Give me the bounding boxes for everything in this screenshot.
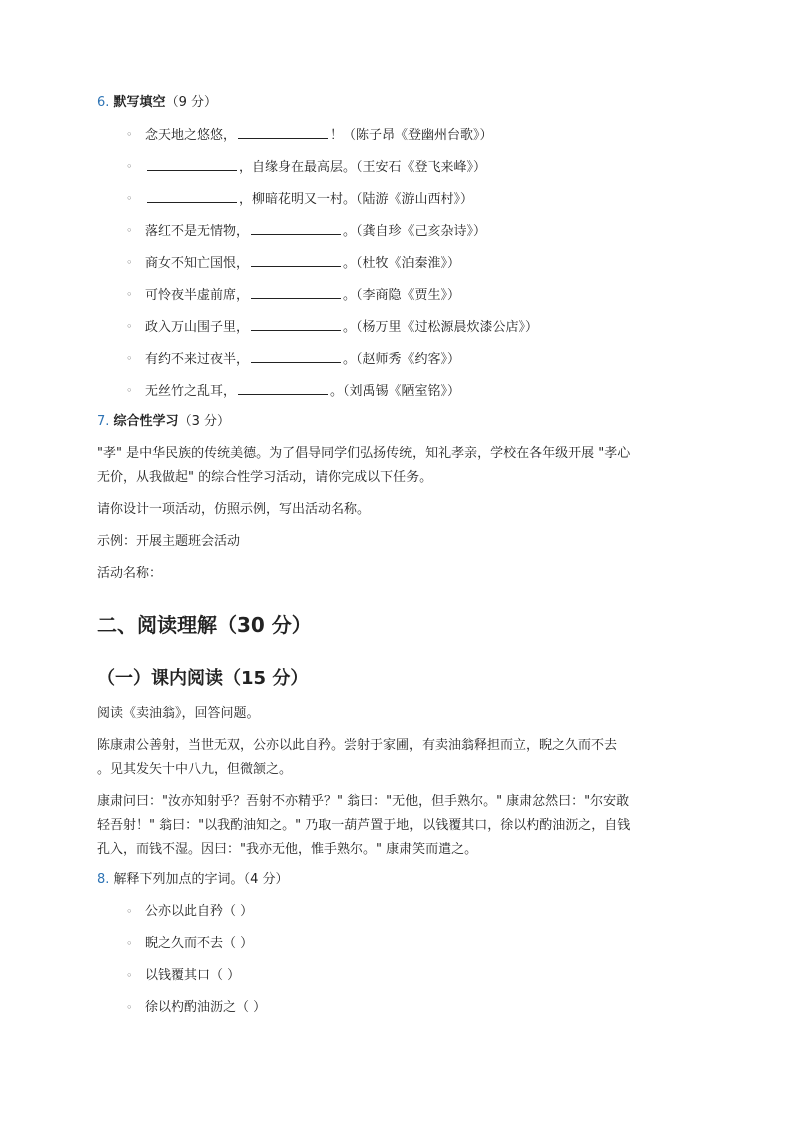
paragraph-line: 康肃问曰："汝亦知射乎？吾射不亦精乎？" 翁曰："无他，但手熟尔。" 康肃忿然曰："尔安敢 — [97, 794, 630, 809]
question-score: （4 分） — [243, 872, 289, 887]
question-7-answer-label: 活动名称： — [97, 566, 163, 581]
item-text-before: 政入万山围子里， — [145, 320, 250, 335]
question-7-paragraph — [97, 442, 697, 490]
item-text-before: 念天地之悠悠， — [145, 128, 237, 143]
paragraph-line: "孝" 是中华民族的传统美德。为了倡导同学们弘扬传统，知礼孝亲，学校在各年级开展 "孝心 — [97, 446, 631, 461]
bullet-icon: ◦ — [126, 320, 133, 333]
item-text-before: 可怜夜半虚前席， — [145, 288, 250, 303]
fill-blank-item — [145, 318, 538, 336]
answer-blank[interactable] — [251, 222, 341, 235]
fill-blank-item — [145, 126, 493, 144]
question-number: 6. — [97, 95, 110, 110]
question-7-example: 示例：开展主题班会活动 — [97, 534, 241, 549]
item-text-after: 。（杨万里《过松源晨炊漆公店》） — [343, 320, 539, 335]
item-text-after: 。（赵师秀《约客》） — [343, 352, 461, 367]
paragraph-line: 轻吾射！" 翁曰："以我酌油知之。" 乃取一葫芦置于地，以钱覆其口，徐以杓酌油沥之，自钱 — [97, 818, 631, 833]
answer-blank[interactable] — [251, 286, 341, 299]
reading-paragraph-2 — [97, 790, 697, 862]
item-text-before: 商女不知亡国恨， — [145, 256, 250, 271]
answer-blank[interactable] — [238, 126, 328, 139]
question-title: 综合性学习 — [113, 414, 179, 429]
fill-blank-item — [145, 350, 460, 368]
question-score: （9 分） — [165, 95, 217, 110]
answer-blank[interactable] — [251, 350, 341, 363]
item-text-before: 无丝竹之乱耳， — [145, 384, 237, 399]
reading-intro: 阅读《卖油翁》，回答问题。 — [97, 706, 260, 721]
fill-blank-item — [145, 254, 460, 272]
question-number: 7. — [97, 414, 110, 429]
reading-paragraph-1 — [97, 734, 697, 782]
answer-blank[interactable] — [238, 382, 328, 395]
paragraph-line: 。见其发矢十中八九，但微颔之。 — [97, 762, 293, 777]
item-text-after: 。（李商隐《贾生》） — [343, 288, 461, 303]
bullet-icon: ◦ — [126, 969, 133, 982]
item-text-before: 落红不是无情物， — [145, 224, 250, 239]
answer-blank[interactable] — [251, 254, 341, 267]
question-7-task: 请你设计一项活动，仿照示例，写出活动名称。 — [97, 502, 371, 517]
fill-blank-item — [145, 190, 473, 208]
bullet-icon: ◦ — [126, 352, 133, 365]
item-text-after: ，柳暗花明又一村。（陆游《游山西村》） — [239, 192, 474, 207]
definition-item: 徐以杓酌油沥之（ ） — [145, 1000, 267, 1015]
question-number: 8. — [97, 872, 110, 887]
fill-blank-item — [145, 286, 460, 304]
definition-item: 以钱覆其口（ ） — [145, 968, 241, 983]
bullet-icon: ◦ — [126, 288, 133, 301]
fill-blank-item — [145, 382, 460, 400]
bullet-icon: ◦ — [126, 256, 133, 269]
bullet-icon: ◦ — [126, 224, 133, 237]
item-text-after: 。（杜牧《泊秦淮》） — [343, 256, 461, 271]
definition-item: 公亦以此自矜（ ） — [145, 904, 254, 919]
subsection-heading: （一）课内阅读（15 分） — [97, 668, 309, 689]
paragraph-line: 陈康肃公善射，当世无双，公亦以此自矜。尝射于家圃，有卖油翁释担而立，睨之久而不去 — [97, 738, 618, 753]
bullet-icon: ◦ — [126, 192, 133, 205]
item-text-after: ，自缘身在最高层。（王安石《登飞来峰》） — [239, 160, 487, 175]
question-title: 解释下列加点的字词。 — [113, 872, 244, 887]
bullet-icon: ◦ — [126, 937, 133, 950]
paragraph-line: 孔入，而钱不湿。因曰："我亦无他，惟手熟尔。" 康肃笑而遣之。 — [97, 842, 478, 857]
item-text-after: 。（刘禹锡《陋室铭》） — [330, 384, 461, 399]
question-score: （3 分） — [178, 414, 230, 429]
paragraph-line: 无价，从我做起" 的综合性学习活动，请你完成以下任务。 — [97, 470, 433, 485]
question-title: 默写填空 — [113, 95, 166, 110]
bullet-icon: ◦ — [126, 384, 133, 397]
question-8-heading — [97, 871, 288, 889]
item-text-after: ！（陈子昂《登幽州台歌》） — [330, 128, 493, 143]
definition-item: 睨之久而不去（ ） — [145, 936, 254, 951]
bullet-icon: ◦ — [126, 905, 133, 918]
section-heading: 二、阅读理解（30 分） — [97, 613, 312, 637]
bullet-icon: ◦ — [126, 160, 133, 173]
answer-blank[interactable] — [147, 158, 237, 171]
fill-blank-item — [145, 222, 486, 240]
item-text-after: 。（龚自珍《己亥杂诗》） — [343, 224, 487, 239]
item-text-before: 有约不来过夜半， — [145, 352, 250, 367]
answer-blank[interactable] — [147, 190, 237, 203]
answer-blank[interactable] — [251, 318, 341, 331]
question-6-heading — [97, 94, 217, 112]
bullet-icon: ◦ — [126, 1001, 133, 1014]
bullet-icon: ◦ — [126, 128, 133, 141]
fill-blank-item — [145, 158, 486, 176]
question-7-heading — [97, 413, 230, 431]
